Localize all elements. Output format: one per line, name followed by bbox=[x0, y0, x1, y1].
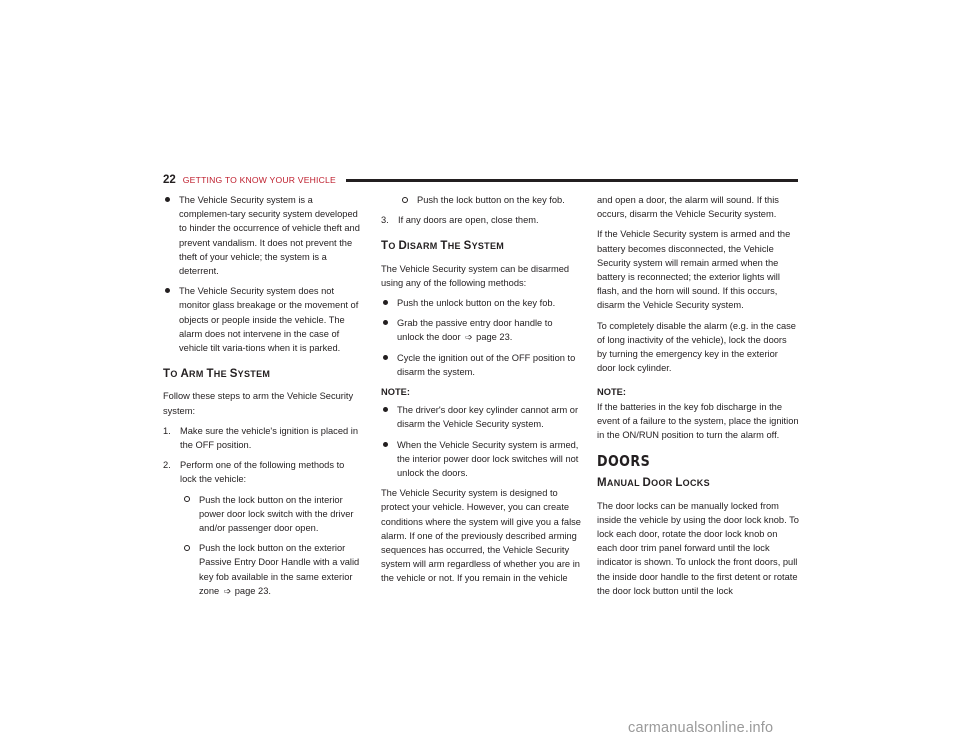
page-reference-link[interactable]: page 23. bbox=[234, 585, 271, 596]
heading-to-arm-the-system: TO ARM THE SYSTEM bbox=[163, 368, 271, 381]
sub-list-item: Push the lock button on the interior power door lock switch with the driver and/or passenger door open. bbox=[163, 493, 363, 536]
body-paragraph: The door locks can be manually locked from inside the vehicle by using the door lock knob. To lock each door, rotate the door lock knob on each door trim panel forward until the lock indicator is shown. To unlock the front doors, pull the inside door handle to the first detent or rotate the door lock button until the lock bbox=[597, 500, 799, 596]
page-number: 22 bbox=[163, 174, 176, 186]
note-label: NOTE: bbox=[597, 387, 626, 398]
column-3 bbox=[597, 193, 799, 604]
page-reference-link[interactable]: page 23. bbox=[476, 332, 513, 343]
body-paragraph: To completely disable the alarm (e.g. in the case of long inactivity of the vehicle), lock the doors by turning the emergency key in the exterior door lock cylinder. bbox=[597, 320, 796, 374]
sub-list-item: Push the lock button on the key fob. bbox=[381, 193, 581, 207]
list-item: The driver's door key cylinder cannot arm or disarm the Vehicle Security system. bbox=[381, 403, 581, 431]
column-1 bbox=[163, 193, 363, 604]
body-paragraph: The Vehicle Security system is designed to protect your vehicle. However, you can create conditions where the system will give you a false alarm. If one of the previously described arming sequences has occurred, the Vehicle Security system will arm regardless of whether you are in the vehicle or not. If you remain in the vehicle bbox=[381, 488, 581, 584]
step-item: 2. Perform one of the following methods to lock the vehicle: bbox=[163, 460, 345, 485]
note-label: NOTE: bbox=[381, 387, 410, 398]
step-item: 1. Make sure the vehicle's ignition is placed in the OFF position. bbox=[163, 425, 358, 451]
heading-to-disarm-the-system: TO DISARM THE SYSTEM bbox=[381, 240, 505, 253]
list-item: Cycle the ignition out of the OFF position to disarm the system. bbox=[381, 351, 581, 379]
page-header bbox=[163, 172, 798, 188]
list-item: Push the unlock button on the key fob. bbox=[381, 296, 581, 310]
note-text: If the batteries in the key fob discharge in the event of a failure to the system, place the ignition in the ON/RUN position to turn the alarm off. bbox=[597, 401, 799, 441]
list-item: The Vehicle Security system does not monitor glass breakage or the movement of objects or people inside the vehicle. The alarm does not intervene in the case of vehicle tilt varia-tions when it is parked. bbox=[163, 284, 363, 355]
header-rule bbox=[346, 179, 798, 182]
sub-list-item: Push the lock button on the exterior Passive Entry Door Handle with a valid key fob available in the same exterior zone ➩ page 23. bbox=[163, 541, 363, 598]
list-item: When the Vehicle Security system is armed, the interior power door lock switches will not unlock the doors. bbox=[381, 438, 581, 481]
arm-intro: Follow these steps to arm the Vehicle Security system: bbox=[163, 391, 354, 416]
page-reference-icon: ➩ bbox=[223, 585, 232, 596]
heading-manual-door-locks: MANUAL DOOR LOCKS bbox=[597, 477, 710, 490]
disarm-intro: The Vehicle Security system can be disarmed using any of the following methods: bbox=[381, 263, 570, 288]
heading-doors: DOORS bbox=[597, 452, 651, 471]
body-paragraph: If the Vehicle Security system is armed and the battery becomes disconnected, the Vehicle Security system will remain armed when the battery is reconnected; the exterior lights will flash, and the horn will sound. If this occurs, disarm the Vehicle Security system. bbox=[597, 229, 791, 311]
section-title: GETTING TO KNOW YOUR VEHICLE bbox=[182, 175, 336, 185]
list-item: Grab the passive entry door handle to unlock the door ➩ page 23. bbox=[381, 316, 581, 344]
body-paragraph: and open a door, the alarm will sound. If this occurs, disarm the Vehicle Security system. bbox=[597, 195, 779, 220]
page-reference-icon: ➩ bbox=[465, 332, 473, 343]
column-2 bbox=[381, 193, 581, 592]
watermark: carmanualsonline.info bbox=[628, 720, 774, 736]
list-item: The Vehicle Security system is a complemen-tary security system developed to hinder the occurrence of vehicle theft and prevent vandalism. It does not prevent the theft of your vehicle; the system is a deterrent. bbox=[163, 193, 363, 278]
step-item: 3. If any doors are open, close them. bbox=[381, 215, 539, 226]
